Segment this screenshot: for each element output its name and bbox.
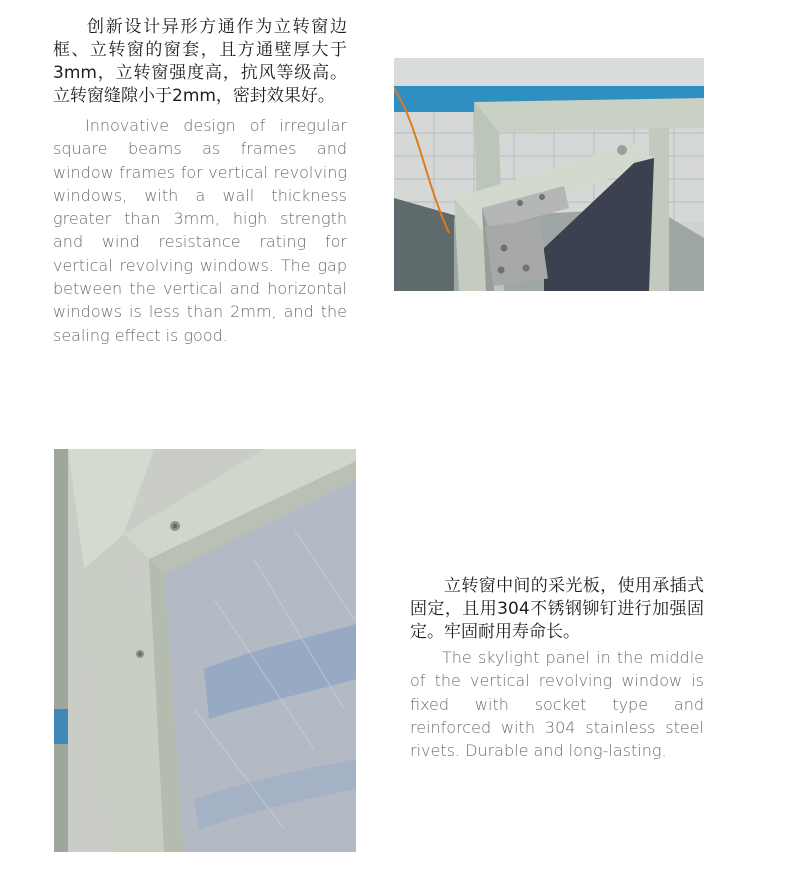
section-2-en: The skylight panel in the middle of the vertical revolving window is fixed with socket type and reinforced with 304 stainless steel rivets. Durable and long-lasting. xyxy=(410,648,704,761)
section-1-en: Innovative design of irregular square beams as frames and window frames for vertical revolving windows, with a wall thickness greater than 3mm, high strength and wind resistance rating for vertical revolving windows. The gap between the vertical and horizontal windows is less than 2mm, and the sealing effect is good. xyxy=(53,116,347,345)
section-2-text xyxy=(410,575,704,762)
frame-corner-photo xyxy=(394,58,704,291)
section-1-zh: 创新设计异形方通作为立转窗边框、立转窗的窗套，且方通壁厚大于3mm，立转窗强度高，抗风等级高。立转窗缝隙小于2mm，密封效果好。 xyxy=(53,17,347,106)
section-2-zh: 立转窗中间的采光板，使用承插式固定，且用304不锈钢铆钉进行加强固定。牢固耐用寿命长。 xyxy=(410,576,704,642)
skylight-panel-photo xyxy=(54,449,356,852)
section-1-text xyxy=(53,16,347,347)
